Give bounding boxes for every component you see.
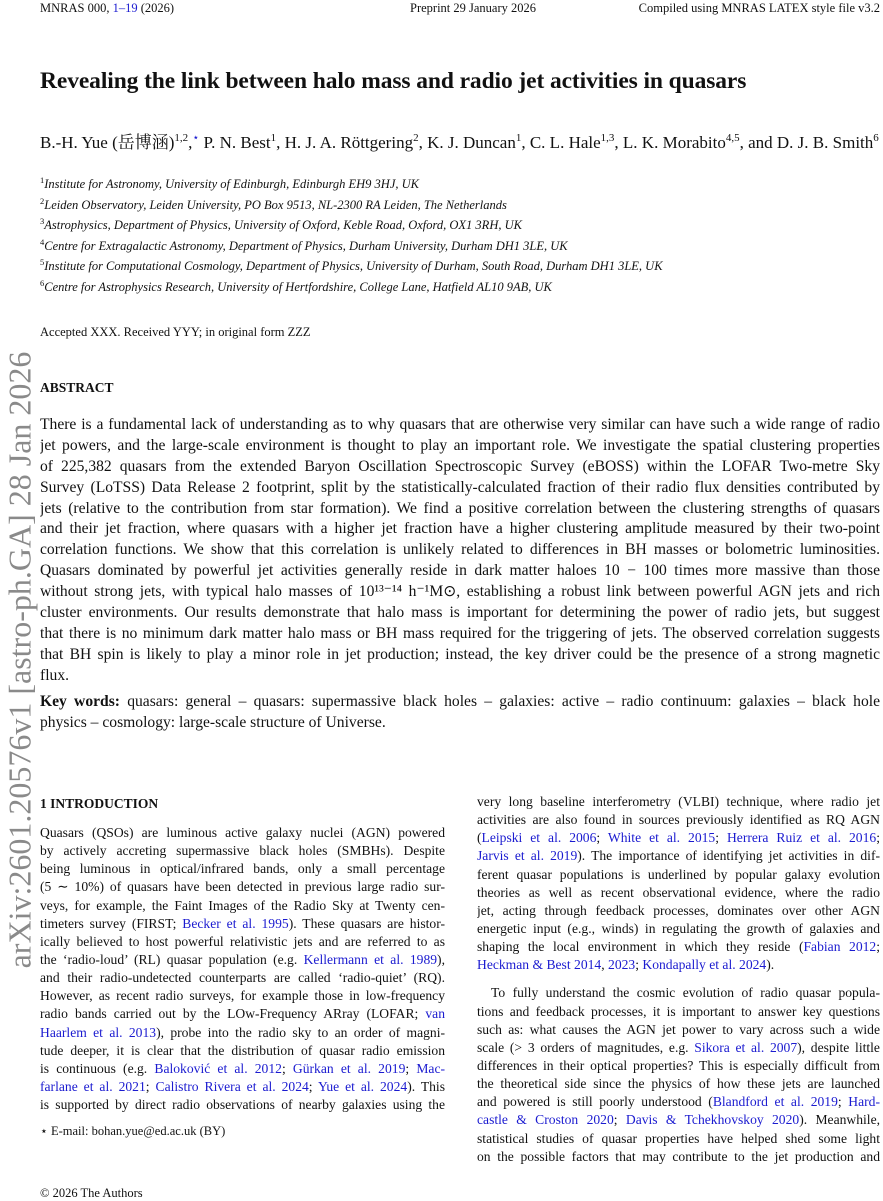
affiliation-text: Centre for Extragalactic Astronomy, Department of Physics, Durham University, Durham DH1 3LE, UK xyxy=(44,238,568,253)
author-affiliation-index: 1,2 xyxy=(174,132,189,144)
text-line xyxy=(477,793,880,811)
text-segment: ; xyxy=(837,1094,849,1110)
text-segment: ; xyxy=(876,830,880,846)
text-line xyxy=(40,878,445,896)
affiliation xyxy=(40,172,663,193)
author-affiliation-index: 1 xyxy=(515,132,522,144)
text-segment: differences in their optical properties? This is especially difficult from xyxy=(477,1057,880,1073)
text-line xyxy=(40,519,880,540)
journal-year: (2026) xyxy=(137,1,175,15)
text-line xyxy=(40,987,445,1005)
text-line xyxy=(40,666,880,687)
text-line xyxy=(40,860,445,878)
affiliation-text: Astrophysics, Department of Physics, University of Oxford, Keble Road, Oxford, OX1 3RH, UK xyxy=(44,218,522,233)
text-segment: theories as well as recent observational evidence, where the radio xyxy=(477,884,880,900)
text-segment: the ‘radio-loud’ (RL) quasar population (e.g. xyxy=(40,951,304,967)
text-segment: Quasars (QSOs) are luminous active galaxy nuclei (AGN) powered xyxy=(40,825,445,840)
text-line xyxy=(477,1148,880,1166)
author-name: P. N. Best xyxy=(199,133,271,152)
text-segment: ; xyxy=(308,1078,319,1094)
text-segment: scale (> 3 orders of magnitudes, e.g. xyxy=(477,1039,695,1055)
text-segment: timeters survey (FIRST; xyxy=(40,915,183,931)
text-segment: ; xyxy=(635,957,643,973)
text-segment: tions and feedback processes, it is important to answer key questions xyxy=(477,1003,880,1019)
abstract-heading: ABSTRACT xyxy=(40,380,114,395)
text-line xyxy=(40,436,880,457)
text-segment: the theoretical side since the physics of how these jets are launched xyxy=(477,1076,880,1092)
text-line xyxy=(40,499,880,520)
text-segment: is supported by direct radio observations of nearby galaxies using the xyxy=(40,1097,445,1113)
citation-link[interactable]: Herrera Ruiz et al. 2016 xyxy=(726,830,877,846)
text-segment: There is a fundamental lack of understanding as to why quasars that are otherwise very similar can have such a wide range of radio xyxy=(40,416,880,433)
text-segment: To fully understand the cosmic evolution of radio quasar popula- xyxy=(491,985,880,1001)
text-segment: ; xyxy=(715,830,727,846)
text-segment: ( xyxy=(477,830,482,846)
text-segment: ; xyxy=(596,830,608,846)
text-segment: veys, for example, the Faint Images of the Radio Sky at Twenty cen- xyxy=(40,897,445,913)
citation-link[interactable]: Leipski et al. 2006 xyxy=(481,830,597,846)
affiliation xyxy=(40,193,663,214)
affiliation-number: 2 xyxy=(40,195,45,206)
text-line xyxy=(477,1130,880,1148)
citation-link[interactable]: Hard- xyxy=(848,1094,880,1110)
text-segment: tude deeper, it is clear that the distribution of quasar radio emission xyxy=(40,1042,445,1058)
text-segment: ; xyxy=(145,1078,156,1094)
text-segment: ; xyxy=(613,1112,626,1128)
author-name: B.-H. Yue (岳博涵) xyxy=(40,133,175,152)
text-segment: ). The importance of identifying jet activities in dif- xyxy=(577,848,880,864)
citation-link[interactable]: Baloković et al. 2012 xyxy=(154,1060,282,1076)
affiliation-text: Centre for Astrophysics Research, University of Hertfordshire, College Lane, Hatfield AL10 9AB, UK xyxy=(44,279,552,294)
affiliation-text: Leiden Observatory, Leiden University, PO Box 9513, NL-2300 RA Leiden, The Netherlands xyxy=(44,197,507,212)
text-segment: ), probe into the radio sky to an order of magni- xyxy=(156,1024,445,1040)
text-line xyxy=(40,824,445,842)
citation-link[interactable]: 2023 xyxy=(608,957,636,973)
citation-link[interactable]: Fabian 2012 xyxy=(803,939,877,955)
affiliation-number: 4 xyxy=(40,236,45,247)
citation-link[interactable]: Jarvis et al. 2019 xyxy=(477,848,578,864)
text-line xyxy=(477,1003,880,1021)
citation-link[interactable]: castle & Croston 2020 xyxy=(477,1112,614,1128)
text-segment: activities are also found in sources previously identified as RQ AGN xyxy=(477,812,880,828)
citation-link[interactable]: farlane et al. 2021 xyxy=(40,1078,146,1094)
text-segment: of 225,382 quasars from the extended Baryon Oscillation Spectroscopic Survey (eBOSS) within the LOFAR Two-metre Sky xyxy=(40,457,880,475)
text-segment: ), xyxy=(437,951,445,967)
text-segment: jet, acting through feedback processes, dominates over other AGN xyxy=(477,902,880,918)
text-segment: ). Meanwhile, xyxy=(799,1112,880,1128)
text-segment: and their radio-undetected counterparts are called ‘radio-quiet’ (RQ). xyxy=(40,970,445,986)
text-segment: ferent quasar populations is underlined by popular galaxy evolution xyxy=(477,866,880,882)
text-segment: physics – cosmology: large-scale structure of Universe. xyxy=(40,713,386,731)
right-column-text xyxy=(477,793,880,1166)
affiliation-number: 3 xyxy=(40,216,45,227)
citation-link[interactable]: Heckman & Best 2014 xyxy=(477,957,602,973)
citation-link[interactable]: Gürkan et al. 2019 xyxy=(292,1060,406,1076)
text-segment: ), despite little xyxy=(797,1039,880,1055)
text-segment: Survey (LoTSS) Data Release 2 footprint, split by the statistically-calculated fraction of their radio flux densities contributed by xyxy=(40,478,880,496)
affiliation-number: 1 xyxy=(40,175,45,185)
citation-link[interactable]: Kondapally et al. 2024 xyxy=(642,957,767,973)
text-segment: by actively accreting supermassive black holes (SMBHs). Despite xyxy=(40,843,445,859)
citation-link[interactable]: Blandford et al. 2019 xyxy=(712,1094,838,1110)
author-list: B.-H. Yue (岳博涵)$^{1,2}$,⋆ P. N. Best$^1$, H. J. A. Röttgering$^2$, K. J. Duncan$^1$, C. L. Hale$^{1,3}$, L. K. Morabito$^{4,5}$, and D. J. B. Smith$^6$ xyxy=(40,132,879,152)
text-segment: ; xyxy=(405,1060,417,1076)
text-segment: flux. xyxy=(40,666,70,684)
text-line xyxy=(40,969,445,987)
footnote-text: E-mail: bohan.yue@ed.ac.uk (BY) xyxy=(47,1124,226,1138)
keywords-label: Key words: xyxy=(40,693,120,710)
affiliation-number: 6 xyxy=(40,277,45,288)
author-affiliation-index: 1,3 xyxy=(600,132,615,144)
text-line xyxy=(40,415,880,436)
author-affiliation-index: 1 xyxy=(270,132,277,144)
citation-link[interactable]: Mac- xyxy=(416,1060,445,1076)
footnote-star: ⋆ xyxy=(40,1124,48,1138)
citation-link[interactable]: Yue et al. 2024 xyxy=(318,1078,408,1094)
text-segment: , xyxy=(601,957,609,973)
citation-link[interactable]: Calistro Rivera et al. 2024 xyxy=(155,1078,309,1094)
text-line xyxy=(40,713,880,734)
text-segment: energetic input (e.g., winds) in regulating the growth of galaxies and xyxy=(477,920,880,936)
text-line xyxy=(477,1057,880,1075)
text-line xyxy=(477,1093,880,1111)
text-segment: radio bands carried out by the LOw-Frequency ARray (LOFAR; xyxy=(40,1006,426,1022)
text-segment: ). These quasars are histor- xyxy=(288,915,445,931)
text-line xyxy=(477,1075,880,1093)
keywords xyxy=(40,692,880,734)
text-line xyxy=(477,847,880,865)
text-segment: Quasars dominated by powerful jet activities generally reside in dark matter haloes 10 − 100 times more massive than those xyxy=(40,562,880,580)
text-segment: ically believed to host powerful relativistic jets and are referred to as xyxy=(40,933,445,949)
affiliation xyxy=(40,234,663,255)
preprint-date: Preprint 29 January 2026 xyxy=(410,1,537,15)
author-name: , and D. J. B. Smith xyxy=(739,133,874,152)
text-line xyxy=(477,1021,880,1039)
affiliation xyxy=(40,213,663,234)
citation-link[interactable]: White et al. 2015 xyxy=(607,830,716,846)
text-segment: cluster environments. Our results demonstrate that halo mass is important for determining the power of radio jets, but suggest xyxy=(40,604,880,622)
text-line xyxy=(40,603,880,624)
text-line xyxy=(40,692,880,713)
running-header-journal xyxy=(40,0,174,16)
text-line xyxy=(40,1042,445,1060)
text-line xyxy=(477,1111,880,1129)
author-affiliation-index: 2 xyxy=(413,132,419,144)
text-line xyxy=(40,540,880,561)
text-line xyxy=(477,884,880,902)
text-segment: that BH spin is likely to play a minor role in jet production; instead, the key driver could be the presence of a strong magnetic xyxy=(40,645,880,663)
text-segment: jets (relative to the contribution from star formation). We find a positive correlation between the clustering strengths of quasars xyxy=(40,499,880,517)
text-line xyxy=(40,951,445,969)
text-line xyxy=(477,811,880,829)
affiliation-text: Institute for Computational Cosmology, Department of Physics, University of Durham, South Road, Durham DH1 3LE, UK xyxy=(44,259,663,274)
text-line xyxy=(477,920,880,938)
text-segment: jet powers, and the large-scale environment is thought to play an important role. We investigate the spatial clustering properties xyxy=(40,436,880,454)
text-line xyxy=(477,938,880,956)
text-segment: being luminous in optical/infrared bands, only a small percentage xyxy=(40,861,445,877)
text-line xyxy=(40,1096,445,1114)
author-name: , L. K. Morabito xyxy=(614,133,726,152)
citation-link[interactable]: van xyxy=(425,1006,445,1022)
author-name: , C. L. Hale xyxy=(521,133,601,152)
text-segment: shaping the local environment in which they reside ( xyxy=(477,939,804,955)
section-heading-introduction: 1 INTRODUCTION xyxy=(40,796,159,811)
text-line xyxy=(477,902,880,920)
text-segment: correlation functions. We show that this correlation is unlikely related to differences in BH masses or bolometric luminosities. xyxy=(40,541,880,559)
affiliation-text: Institute for Astronomy, University of Edinburgh, Edinburgh EH9 3HJ, UK xyxy=(44,177,419,191)
text-segment: without strong jets, with typical halo masses of 10¹³⁻¹⁴ h⁻¹M⊙, establishing a robust link between powerful AGN jets and rich xyxy=(40,583,880,601)
text-line xyxy=(40,1078,445,1096)
citation-link[interactable]: Davis & Tchekhovskoy 2020 xyxy=(625,1112,800,1128)
acceptance-note: Accepted XXX. Received YYY; in original form ZZZ xyxy=(40,325,311,339)
text-segment: ; xyxy=(876,939,880,955)
text-line xyxy=(40,897,445,915)
text-line xyxy=(40,915,445,933)
paragraph-gap xyxy=(477,974,880,984)
citation-link[interactable]: Haarlem et al. 2013 xyxy=(40,1024,157,1040)
text-line xyxy=(40,933,445,951)
text-segment: ). This xyxy=(407,1078,445,1094)
text-line xyxy=(40,1024,445,1042)
text-segment: such as: what causes the AGN jet power to vary across such a wide xyxy=(477,1021,880,1037)
text-line xyxy=(40,645,880,666)
citation-link[interactable]: Sikora et al. 2007 xyxy=(694,1039,798,1055)
text-line xyxy=(40,561,880,582)
text-segment: statistical studies of quasar properties have helped shed some light xyxy=(477,1130,880,1146)
text-segment: is continuous (e.g. xyxy=(40,1060,155,1076)
journal-ref: MNRAS 000, xyxy=(40,1,113,15)
page-range-link[interactable]: 1–19 xyxy=(112,1,138,15)
affiliation xyxy=(40,254,663,275)
text-segment: and their jet fraction, where quasars with a higher jet fraction have a higher clustering amplitude measured by their two-point xyxy=(40,520,880,538)
author-name: , K. J. Duncan xyxy=(418,133,516,152)
text-segment: ). xyxy=(766,957,775,973)
text-line xyxy=(477,956,880,974)
text-segment: that there is no minimum dark matter halo mass or BH mass required for the triggering of jets. The observed correlation suggests xyxy=(40,624,880,642)
text-line xyxy=(477,984,880,1002)
text-line xyxy=(477,1039,880,1057)
affiliation xyxy=(40,275,663,296)
copyright: © 2026 The Authors xyxy=(40,1186,143,1200)
footnote-email xyxy=(40,1123,225,1139)
text-line xyxy=(477,866,880,884)
text-line xyxy=(477,829,880,847)
text-segment: ; xyxy=(281,1060,293,1076)
compiled-note: Compiled using MNRAS LATEX style file v3.2 xyxy=(638,1,880,15)
citation-link[interactable]: Becker et al. 1995 xyxy=(182,915,289,931)
author-affiliation-index: 4,5 xyxy=(725,132,740,144)
text-segment: (5 ∼ 10%) of quasars have been detected in previous large radio sur- xyxy=(40,879,445,895)
text-line xyxy=(40,1060,445,1078)
paper-title: Revealing the link between halo mass and radio jet activities in quasars xyxy=(40,68,747,94)
abstract-body xyxy=(40,415,880,687)
author-affiliation-index: 6 xyxy=(873,132,879,144)
left-column-text xyxy=(40,824,445,1114)
affiliation-number: 5 xyxy=(40,257,45,268)
text-line xyxy=(40,478,880,499)
text-segment: However, as recent radio surveys, for example those in low-frequency xyxy=(40,988,445,1004)
arxiv-identifier: arXiv:2601.20576v1 [astro-ph.GA] 28 Jan 2026 xyxy=(1,351,38,969)
text-line xyxy=(40,842,445,860)
text-segment: and powered is still poorly understood ( xyxy=(477,1094,713,1110)
citation-link[interactable]: Kellermann et al. 1989 xyxy=(303,951,438,967)
text-line xyxy=(40,457,880,478)
affiliation-list xyxy=(40,172,663,296)
corresponding-author-link[interactable]: ⋆ xyxy=(192,132,200,144)
text-segment: on the possible factors that may contribute to the jet production and xyxy=(477,1148,880,1164)
author-name: , H. J. A. Röttgering xyxy=(276,133,414,152)
text-segment: very long baseline interferometry (VLBI) technique, where radio jet xyxy=(477,794,880,809)
text-line xyxy=(40,1005,445,1023)
text-segment: quasars: general – quasars: supermassive black holes – galaxies: active – radio continuum: galaxies – black hole xyxy=(119,693,880,710)
text-line xyxy=(40,582,880,603)
text-line xyxy=(40,624,880,645)
